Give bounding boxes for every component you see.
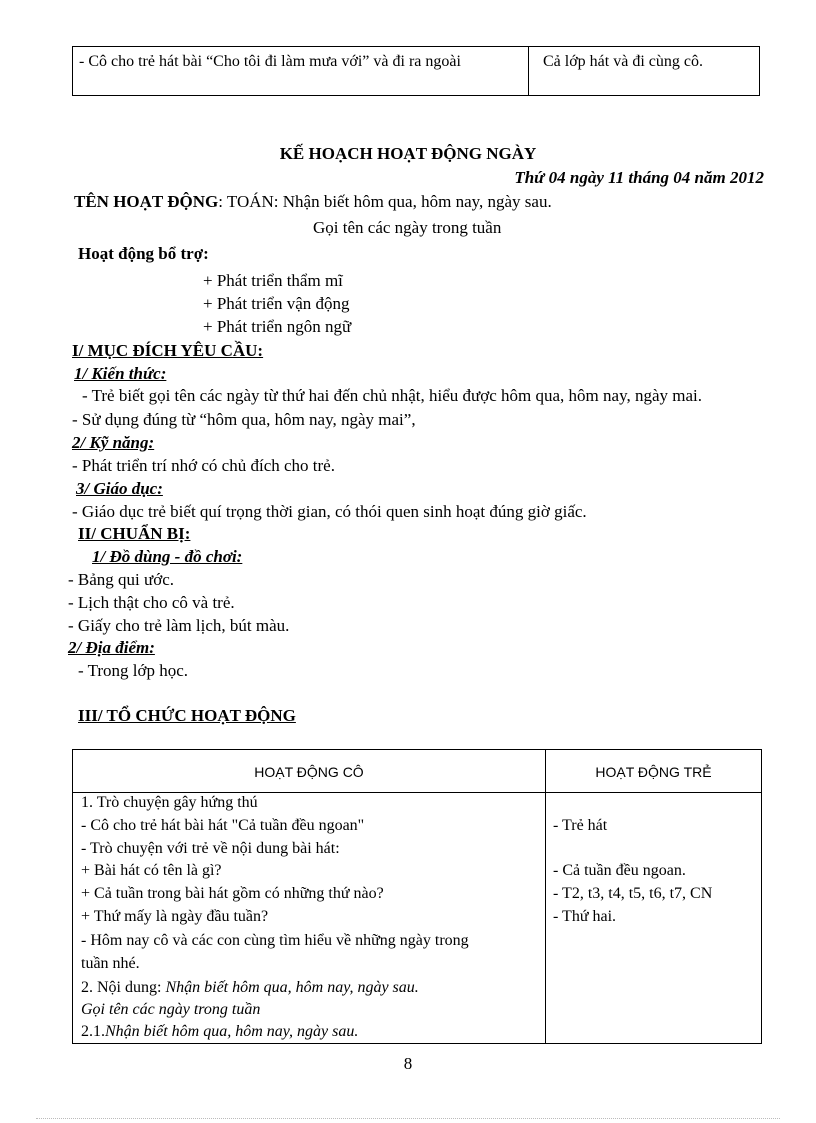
- child-line: - Cả tuần đều ngoan.: [553, 862, 686, 879]
- education-heading: 3/ Giáo dục:: [76, 479, 163, 498]
- support-item: + Phát triển ngôn ngữ: [203, 317, 352, 336]
- activity-table: [72, 749, 762, 1044]
- knowledge-line: - Trẻ biết gọi tên các ngày từ thứ hai đến chủ nhật, hiểu được hôm qua, hôm nay, ngày mai.: [82, 386, 703, 405]
- tools-heading: 1/ Đồ dùng - đồ chơi:: [92, 547, 243, 566]
- child-line: - T2, t3, t4, t5, t6, t7, CN: [553, 885, 713, 902]
- teacher-line: - Trò chuyện với trẻ về nội dung bài hát:: [81, 840, 340, 857]
- child-line: - Thứ hai.: [553, 908, 617, 925]
- continuation-child-cell: Cả lớp hát và đi cùng cô.: [543, 53, 703, 70]
- place-line: - Trong lớp học.: [78, 661, 189, 680]
- tools-item: - Bảng qui ước.: [68, 570, 175, 589]
- child-line: - Trẻ hát: [553, 817, 608, 834]
- content-label: 2. Nội dung:: [81, 979, 166, 996]
- teacher-line: [81, 1023, 358, 1041]
- continuation-table: [72, 46, 760, 96]
- activity-name-subject: : TOÁN: Nhận biết hôm qua, hôm nay, ngày sau.: [218, 192, 552, 211]
- knowledge-line: - Sử dụng đúng từ “hôm qua, hôm nay, ngày mai”,: [72, 410, 416, 429]
- teacher-line: tuần nhé.: [81, 955, 140, 972]
- subsection-title: Nhận biết hôm qua, hôm nay, ngày sau.: [105, 1023, 359, 1040]
- page-title: KẾ HOẠCH HOẠT ĐỘNG NGÀY: [279, 144, 537, 163]
- support-item: + Phát triển thẩm mĩ: [203, 271, 343, 290]
- education-line: - Giáo dục trẻ biết quí trọng thời gian, có thói quen sinh hoạt đúng giờ giấc.: [72, 502, 587, 521]
- teacher-line: - Cô cho trẻ hát bài hát "Cả tuần đều ngoan": [81, 817, 365, 834]
- place-heading: 2/ Địa điểm:: [68, 638, 155, 657]
- continuation-teacher-cell: - Cô cho trẻ hát bài “Cho tôi đi làm mưa với” và đi ra ngoài: [73, 47, 529, 95]
- tools-item: - Lịch thật cho cô và trẻ.: [68, 593, 235, 612]
- date-line: Thứ 04 ngày 11 tháng 04 năm 2012: [514, 168, 764, 187]
- footer-divider: [36, 1118, 780, 1119]
- teacher-line: [81, 979, 419, 997]
- teacher-line: 1. Trò chuyện gây hứng thú: [81, 794, 258, 811]
- section-2-heading: II/ CHUẨN BỊ:: [78, 524, 191, 543]
- teacher-line: + Thứ mấy là ngày đầu tuần?: [81, 908, 269, 925]
- teacher-line: - Hôm nay cô và các con cùng tìm hiểu về những ngày trong: [81, 932, 469, 949]
- skill-line: - Phát triển trí nhớ có chủ đích cho trẻ.: [72, 456, 335, 475]
- teacher-line: + Bài hát có tên là gì?: [81, 862, 222, 879]
- support-heading: Hoạt động bổ trợ:: [78, 244, 209, 263]
- header-child-activity: HOẠT ĐỘNG TRẺ: [595, 764, 712, 780]
- teacher-line: + Cả tuần trong bài hát gồm có những thứ nào?: [81, 885, 384, 902]
- tools-item: - Giấy cho trẻ làm lịch, bút màu.: [68, 616, 290, 635]
- activity-name: [74, 192, 552, 212]
- section-1-heading: I/ MỤC ĐÍCH YÊU CẦU:: [72, 341, 264, 360]
- activity-name-label: TÊN HOẠT ĐỘNG: [74, 192, 219, 211]
- knowledge-heading: 1/ Kiến thức:: [74, 364, 167, 383]
- section-3-heading: III/ TỔ CHỨC HOẠT ĐỘNG: [78, 706, 296, 725]
- activity-subtitle: Gọi tên các ngày trong tuần: [313, 218, 502, 237]
- support-item: + Phát triển vận động: [203, 294, 350, 313]
- column-divider: [545, 750, 546, 1043]
- skill-heading: 2/ Kỹ năng:: [72, 433, 155, 452]
- header-divider: [73, 792, 761, 793]
- subsection-number: 2.1.: [81, 1023, 105, 1040]
- header-teacher-activity: HOẠT ĐỘNG CÔ: [254, 764, 364, 780]
- page-number: 8: [403, 1054, 413, 1073]
- content-title: Nhận biết hôm qua, hôm nay, ngày sau.: [165, 979, 419, 996]
- teacher-line: Gọi tên các ngày trong tuần: [81, 1001, 261, 1018]
